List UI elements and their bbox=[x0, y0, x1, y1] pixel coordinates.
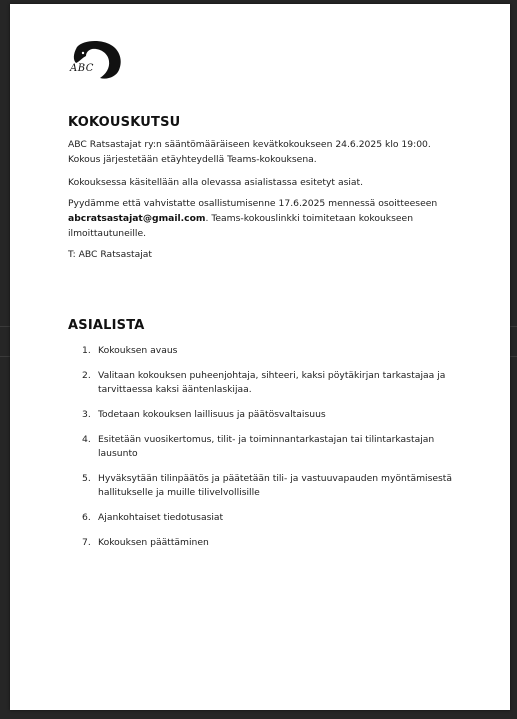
list-item bbox=[68, 369, 468, 397]
agenda-item-text: Hyväksytään tilinpäätös ja päätetään tili- ja vastuuvapauden myöntämisestä hallitukselle ja muille tilivelvollisille bbox=[98, 473, 453, 498]
agenda-item-text: Valitaan kokouksen puheenjohtaja, sihteeri, kaksi pöytäkirjan tarkastajaa ja tarvittaessa kaksi ääntenlaskijaa. bbox=[98, 370, 446, 395]
list-item bbox=[68, 472, 468, 500]
agenda-item-text: Kokouksen avaus bbox=[98, 345, 178, 356]
list-item bbox=[68, 536, 468, 550]
list-item bbox=[68, 433, 468, 461]
list-item bbox=[68, 344, 468, 358]
agenda-item-number: 4. bbox=[82, 434, 91, 445]
teams-link-note: . Teams-kokouslinkki toimitetaan kokoukseen ilmoittautuneille. bbox=[68, 213, 414, 239]
agenda-item-number: 2. bbox=[82, 370, 91, 381]
agenda-item-number: 3. bbox=[82, 409, 91, 420]
agenda-item-text: Kokouksen päättäminen bbox=[98, 537, 209, 548]
agenda-item-number: 5. bbox=[82, 473, 91, 484]
invitation-title: KOKOUSKUTSU bbox=[68, 115, 181, 130]
document-page bbox=[10, 4, 510, 710]
agenda-item-text: Todetaan kokouksen laillisuus ja päätösvaltaisuus bbox=[98, 409, 326, 420]
logo-text: ABC bbox=[70, 63, 94, 74]
agenda-list bbox=[68, 344, 468, 561]
agenda-item-number: 6. bbox=[82, 512, 91, 523]
agenda-title: ASIALISTA bbox=[68, 318, 145, 333]
agenda-item-number: 1. bbox=[82, 345, 91, 356]
agenda-item-number: 7. bbox=[82, 537, 91, 548]
invitation-paragraph-3 bbox=[68, 196, 448, 241]
email-address: abcratsastajat@gmail.com bbox=[68, 213, 206, 224]
agenda-item-text: Esitetään vuosikertomus, tilit- ja toiminnantarkastajan tai tilintarkastajan lausunto bbox=[98, 434, 435, 459]
agenda-item-text: Ajankohtaiset tiedotusasiat bbox=[98, 512, 224, 523]
signature: T: ABC Ratsastajat bbox=[68, 249, 153, 260]
list-item bbox=[68, 511, 468, 525]
list-item bbox=[68, 408, 468, 422]
invitation-paragraph-2: Kokouksessa käsitellään alla olevassa asialistassa esitetyt asiat. bbox=[68, 177, 364, 188]
rsvp-text: Pyydämme että vahvistatte osallistumisenne 17.6.2025 mennessä osoitteeseen bbox=[68, 198, 438, 209]
invitation-paragraph-1: ABC Ratsastajat ry:n sääntömääräiseen kevätkokoukseen 24.6.2025 klo 19:00. Kokous järjestetään etäyhteydellä Teams-kokouksena. bbox=[68, 139, 431, 165]
horse-head-icon bbox=[67, 37, 125, 81]
